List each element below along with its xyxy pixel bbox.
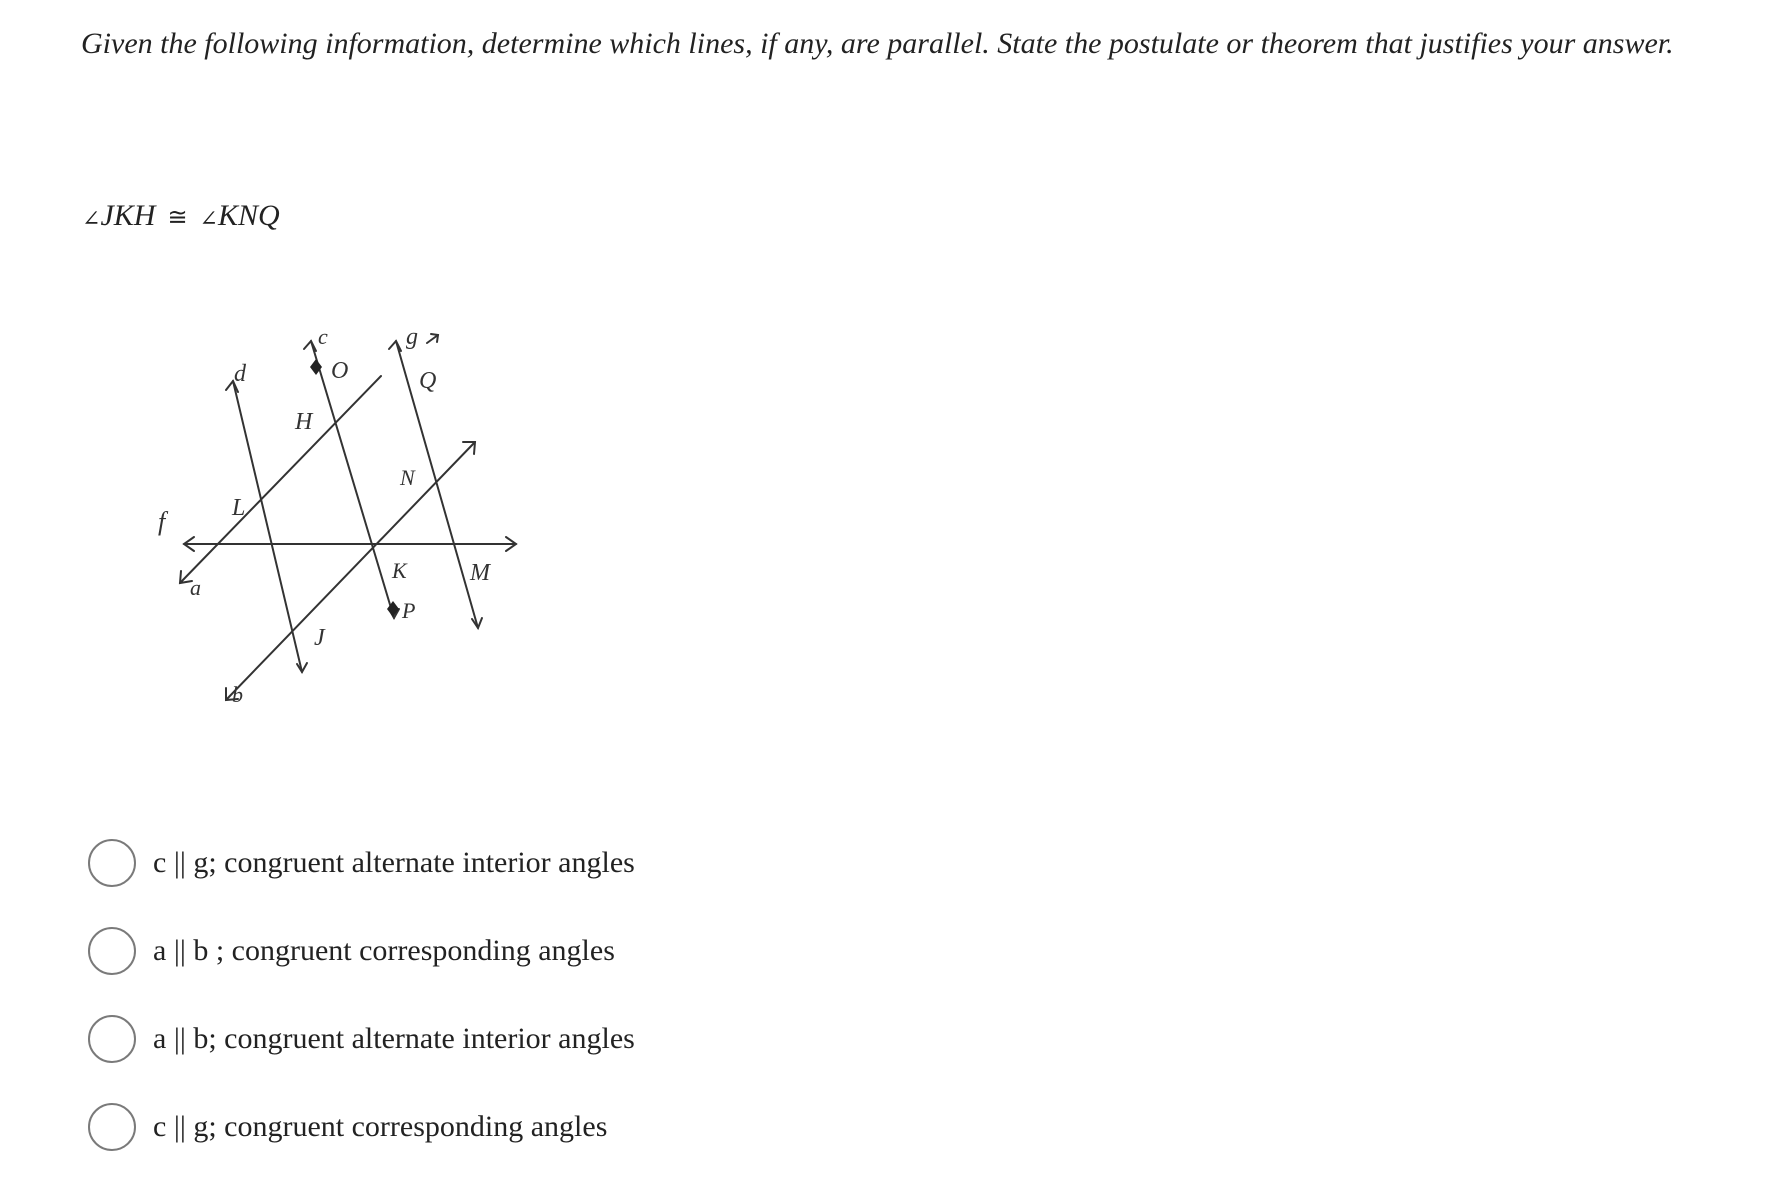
radio-button-icon[interactable] xyxy=(88,1015,136,1063)
point-label-j: J xyxy=(314,625,325,651)
line-d xyxy=(233,381,302,672)
point-label-o: O xyxy=(331,358,349,384)
line-b xyxy=(226,442,475,700)
answer-option-label[interactable]: a || b ; congruent corresponding angles xyxy=(153,934,615,967)
line-label-g: g xyxy=(406,324,418,350)
given-angle-right: KNQ xyxy=(217,199,280,232)
answer-option-label[interactable]: a || b; congruent alternate interior angles xyxy=(153,1022,635,1055)
answer-option[interactable] xyxy=(88,1102,635,1152)
radio-button-icon[interactable] xyxy=(88,1103,136,1151)
line-c xyxy=(311,341,394,618)
point-label-q: Q xyxy=(419,368,437,394)
answer-option[interactable] xyxy=(88,1014,635,1064)
line-label-d: d xyxy=(234,361,246,387)
answer-options xyxy=(88,838,635,1190)
angle-symbol-left: ∠ xyxy=(82,206,101,231)
point-label-n: N xyxy=(400,465,415,490)
answer-option[interactable] xyxy=(88,926,635,976)
point-label-m: M xyxy=(470,560,490,586)
line-g-arrow-top-icon xyxy=(389,341,401,351)
line-c-arrow-top-icon xyxy=(304,341,316,351)
point-label-l: L xyxy=(232,495,246,521)
line-label-f: f xyxy=(158,507,166,536)
given-angle-left: JKH xyxy=(100,199,156,232)
line-d-arrow-bottom-icon xyxy=(297,663,307,672)
question-text: Given the following information, determine which lines, if any, are parallel. State the postulate or theorem that justifies your answer. xyxy=(81,27,1674,60)
congruent-symbol: ≅ xyxy=(167,205,188,231)
point-label-h: H xyxy=(295,409,313,435)
point-label-p: P xyxy=(402,598,416,623)
answer-option-label[interactable]: c || g; congruent corresponding angles xyxy=(153,1110,608,1143)
radio-button-icon[interactable] xyxy=(88,927,136,975)
answer-option[interactable] xyxy=(88,838,635,888)
line-label-c: c xyxy=(318,324,328,349)
point-label-k: K xyxy=(392,558,407,583)
line-label-a: a xyxy=(190,575,201,600)
answer-option-label[interactable]: c || g; congruent alternate interior angles xyxy=(153,846,635,879)
line-a xyxy=(180,376,381,583)
radio-button-icon[interactable] xyxy=(88,839,136,887)
angle-symbol-right: ∠ xyxy=(199,206,218,231)
line-label-b: b xyxy=(232,682,243,707)
